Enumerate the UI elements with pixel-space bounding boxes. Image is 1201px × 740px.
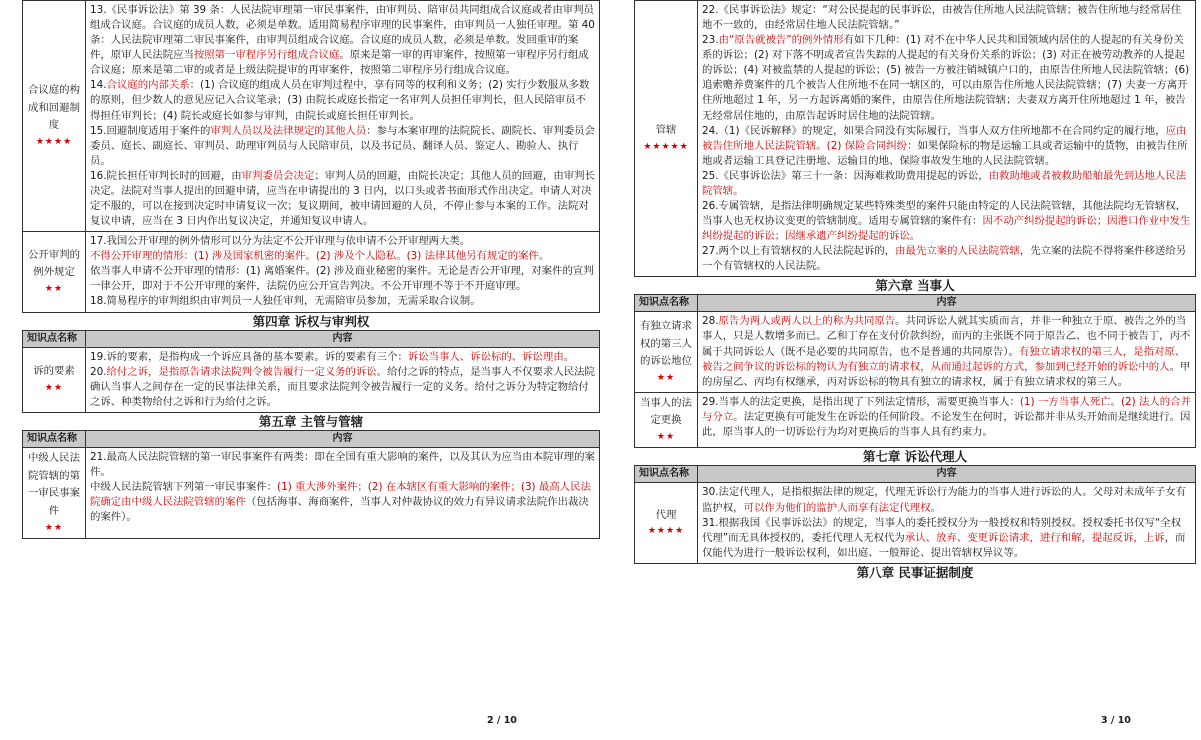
- knowledge-point-label: 有独立请求权的第三人的诉讼地位: [640, 319, 692, 368]
- content-paragraph: [702, 124, 1191, 169]
- importance-stars-icon: ★★: [44, 283, 64, 294]
- highlighted-text: (1) 重大涉外案件；(2) 在本辖区有重大影响的案件；(3) 最高人民法院确定由中级人民法院管辖的案件: [90, 481, 591, 509]
- highlighted-text: 审判委员会决定: [241, 169, 315, 182]
- table-row: [23, 1, 600, 232]
- highlighted-text: 审判人员以及法律规定的其他人员: [210, 124, 367, 137]
- chapter-6-title: 第六章 当事人: [875, 278, 955, 294]
- content-paragraph: [702, 3, 1191, 33]
- page-3: [634, 0, 1196, 740]
- column-header-name: 知识点名称: [635, 295, 698, 312]
- knowledge-point-name: [635, 312, 698, 392]
- body-text: 。原来是第一审的再审案件，按照第一审程序另行组成合议庭；原来是第二审的或者是上级法院提审的再审案件，按照第二审程序另行组成合议庭。: [90, 49, 589, 77]
- highlighted-text: 承认、放弃、变更诉讼请求，进行和解，提起反诉，上诉: [904, 531, 1165, 544]
- knowledge-point-name: [635, 1, 698, 277]
- knowledge-point-label: 公开审判的例外规定: [28, 248, 80, 279]
- content-paragraph: [702, 314, 1191, 389]
- knowledge-table-chapter-7: [634, 465, 1196, 563]
- content-paragraph: [90, 450, 595, 480]
- highlighted-text: 由最先立案的人民法院管辖: [895, 245, 1020, 258]
- importance-stars-icon: ★★★★: [647, 526, 685, 537]
- knowledge-point-content: [86, 447, 600, 538]
- content-paragraph: [90, 480, 595, 525]
- content-paragraph: [90, 234, 595, 249]
- body-text: 。共同诉讼人就其实质而言，并非一种独立于原、被告之外的当事人，只是人数增多而已。乙和丁存在支付价款纠纷，而丙的主张既不同于原告乙、也不同于被告丁，丙不属于共同诉讼人（既不是必要的共同原告，也不是普通的共同原告）。: [702, 315, 1191, 358]
- importance-stars-icon: ★★: [44, 522, 64, 533]
- knowledge-point-content: [698, 312, 1196, 392]
- knowledge-point-content: [698, 392, 1196, 448]
- knowledge-point-label: 管辖: [655, 124, 677, 137]
- content-paragraph: [90, 249, 595, 264]
- highlighted-text: 有独立请求权的第三人，是指对原、被告之间争议的诉讼标的物认为有独立的请求权，从而通过起诉的方式，参加到已经开始的诉讼中的人: [702, 345, 1186, 373]
- knowledge-point-content: [86, 347, 600, 412]
- knowledge-point-content: [698, 483, 1196, 563]
- highlighted-text: 不得公开审理的情形：(1) 涉及国家机密的案件。(2) 涉及个人隐私。(3) 法律其他另有规定的案件。: [90, 250, 550, 263]
- knowledge-point-name: [23, 1, 86, 232]
- content-paragraph: [90, 294, 595, 309]
- column-header-content: 内容: [86, 330, 600, 347]
- body-text: 14.: [90, 79, 107, 92]
- column-header-content: 内容: [698, 466, 1196, 483]
- knowledge-point-content: [86, 232, 600, 312]
- highlighted-text: 由救助地或者被救助船舶最先到达地人民法院管辖。: [702, 169, 1187, 197]
- content-paragraph: [702, 33, 1191, 123]
- knowledge-table-chapter-4: [22, 330, 600, 413]
- highlighted-text: 原告为两人或两人以上的称为共同原告: [718, 315, 896, 328]
- importance-stars-icon: ★★★★★: [643, 141, 689, 152]
- knowledge-point-content: [698, 1, 1196, 277]
- body-text: 23.: [702, 34, 719, 47]
- chapter-5-title: 第五章 主管与管辖: [258, 413, 364, 429]
- body-text: 24.（1)《民诉解释》的规定，如果合同没有实际履行，当事人双方住所地都不在合同约定的履行地，: [702, 124, 1166, 137]
- highlighted-text: 按照第一审程序另行组成合议庭: [193, 49, 340, 62]
- importance-stars-icon: ★★★★: [35, 136, 73, 147]
- body-text: ：参与本案审理的法院院长、副院长、审判委员会委员、庭长、副庭长、审判员、助理审判员与人民陪审员，以及书记员、翻译人员、鉴定人、勘验人、执行员。: [90, 124, 595, 167]
- body-text: 27.两个以上有管辖权的人民法院起诉的，: [702, 245, 896, 258]
- body-text: ，而仅能代为进行一般诉讼权利，如出庭、一般辩论、提出管辖权异议等。: [702, 531, 1186, 559]
- table-row: [635, 312, 1196, 392]
- highlighted-text: 由“原告就被告”的例外情形: [718, 34, 844, 47]
- body-text: 法定更换有可能发生在诉讼的任何阶段。不论发生在何时，诉讼都并非从头开始而是继续进行。因此，原当事人的一切诉讼行为均对更换后的当事人具有约束力。: [702, 410, 1191, 438]
- highlighted-text: 可以作为他们的监护人而享有法定代理权。: [743, 501, 941, 514]
- knowledge-point-name: [23, 447, 86, 538]
- body-text: 13.《民事诉讼法》第 39 条：人民法院审理第一审民事案件，由审判员、陪审员共同组成合议庭或者由审判员组成合议庭。合议庭的成员人数，必须是单数。适用简易程序审理的民事案件，由审判员一人独任审理。第 40 条：人民法院审理第二审民事案件，由审判员组成合议庭。合议庭的成员人数，必须是单数。发回重审的案件，原审人民法院应当: [90, 4, 595, 62]
- content-paragraph: [702, 169, 1191, 199]
- importance-stars-icon: ★★: [656, 372, 676, 383]
- body-text: （包括海事、海商案件，当事人对仲裁协议的效力有异议请求法院作出裁决的案件）。: [90, 496, 589, 524]
- body-text: 30.法定代理人，是指根据法律的规定，代理无诉讼行为能力的当事人进行诉讼的人。父母对未成年子女有监护权，: [702, 486, 1187, 514]
- body-text: 19.诉的要素，是指构成一个诉应具备的基本要素。诉的要素有三个：: [90, 350, 408, 363]
- table-row: [635, 1, 1196, 277]
- column-header-content: 内容: [86, 430, 600, 447]
- body-text: ：(1) 合议庭的组成人员在审判过程中，享有同等的权利和义务；(2) 实行少数服从多数的原则，但少数人的意见应记入合议笔录；(3) 由院长或庭长指定一名审判人员担任审判长，但人民陪审员不得担任审判长；(4) 院长或庭长如参与审判，由院长或庭长担任审判长。: [90, 79, 590, 122]
- highlighted-text: 因不动产纠纷提起的诉讼；因港口作业中发生纠纷提起的诉讼；因继承遗产纠纷提起的诉讼。: [702, 215, 1191, 243]
- column-header-content: 内容: [698, 295, 1196, 312]
- chapter-4-title: 第四章 诉权与审判权: [252, 313, 370, 329]
- highlighted-text: 诉讼当事人、诉讼标的、诉讼理由。: [407, 350, 575, 363]
- body-text: ，先立案的法院不得将案件移送给另一个有管辖权的人民法院。: [702, 245, 1187, 273]
- body-text: 28.: [702, 315, 719, 328]
- body-text: 15.回避制度适用于案件的: [90, 124, 211, 137]
- knowledge-table-top-right: [634, 0, 1196, 277]
- body-text: 给付之诉的特点，是当事人不仅要求人民法院确认当事人之间存在一定的民事法律关系，而且要求法院判令被告履行一定的义务。给付之诉分为特定物给付之诉、种类物给付之诉和行为给付之诉。: [90, 365, 595, 408]
- page-number: 2 / 10: [487, 715, 517, 727]
- content-paragraph: [90, 3, 595, 78]
- content-paragraph: [90, 78, 595, 123]
- knowledge-table-chapter-5: [22, 430, 600, 539]
- content-paragraph: [702, 485, 1191, 515]
- content-paragraph: [702, 516, 1191, 561]
- chapter-8-title: 第八章 民事证据制度: [856, 564, 974, 580]
- content-paragraph: [90, 169, 595, 229]
- knowledge-point-content: [86, 1, 600, 232]
- knowledge-table-chapter-6: [634, 294, 1196, 448]
- content-paragraph: [90, 365, 595, 410]
- body-text: ；审判人员的回避，由院长决定；其他人员的回避，由审判长决定。法院对当事人提出的回避申请，应当在申请提出的 3 日内，以口头或者书面形式作出决定。申请人对决定不服的，可以在接到决定时申请复议一次；复议期间，被申请回避的人员，不停止参与本案的工作。法院对复议申请，应当在 3 日内作出复议决定，并通知复议申请人。: [90, 169, 595, 228]
- body-text: ：如果保险标的物是运输工具或者运输中的货物，由被告住所地或者运输工具登记注册地、运输目的地、保险事故发生地的人民法院管辖。: [702, 139, 1188, 167]
- highlighted-text: 合议庭的内部关系: [106, 79, 190, 92]
- knowledge-point-name: [635, 392, 698, 448]
- body-text: 中级人民法院管辖下列第一审民事案件：: [90, 481, 278, 494]
- knowledge-point-label: 合议庭的构成和回避制度: [28, 83, 80, 132]
- highlighted-text: 应由被告住所地人民法院管辖。(2) 保险合同纠纷: [702, 124, 1187, 152]
- content-paragraph: [702, 244, 1191, 274]
- content-paragraph: [90, 264, 595, 294]
- knowledge-point-name: [635, 483, 698, 563]
- body-text: 22.《民事诉讼法》规定：“对公民提起的民事诉讼，由被告住所地人民法院管辖；被告住所地与经常居住地不一致的，由经常居住地人民法院管辖。”: [702, 4, 1182, 32]
- body-text: 31.根据我国《民事诉讼法》的规定，当事人的委托授权分为一般授权和特别授权。授权委托书仅写“全权代理”而无具体授权的，委托代理人无权代为: [702, 516, 1182, 544]
- content-paragraph: [702, 199, 1191, 244]
- page-2: [22, 0, 600, 740]
- knowledge-point-label: 中级人民法院管辖的第一审民事案件: [28, 451, 80, 517]
- table-row: [635, 392, 1196, 448]
- table-row: [23, 447, 600, 538]
- content-paragraph: [702, 395, 1191, 440]
- importance-stars-icon: ★★: [656, 432, 676, 443]
- body-text: 16.院长担任审判长时的回避，由: [90, 169, 242, 182]
- body-text: 20.: [90, 365, 107, 378]
- column-header-name: 知识点名称: [635, 466, 698, 483]
- body-text: 26.专属管辖，是指法律明确规定某些特殊类型的案件只能由特定的人民法院管辖，其他法院均无管辖权，当事人也无权协议变更的管辖制度。适用专属管辖的案件有：: [702, 200, 1187, 228]
- page-number: 3 / 10: [1101, 715, 1131, 727]
- body-text: 21.最高人民法院管辖的第一审民事案件有两类：即在全国有重大影响的案件，以及其认为应当由本院审理的案件。: [90, 450, 595, 478]
- importance-stars-icon: ★★: [44, 382, 64, 393]
- table-row: [23, 347, 600, 412]
- column-header-name: 知识点名称: [23, 330, 86, 347]
- knowledge-point-label: 当事人的法定更换: [640, 396, 692, 427]
- body-text: 依当事人申请不公开审理的情形：(1) 离婚案件。(2) 涉及商业秘密的案件。无论是否公开审理，对案件的宣判一律公开，即对于不公开审理的案件，法院仍应公开宣告判决。不公开审理不等于不开庭审理。: [90, 265, 594, 293]
- body-text: 。甲的房屋乙、丙均有权继承，丙对诉讼标的物具有独立的请求权，属于有独立请求权的第三人。: [702, 360, 1191, 388]
- body-text: 29.当事人的法定更换，是指出现了下列法定情形，需要更换当事人：: [702, 395, 1020, 408]
- knowledge-point-label: 诉的要素: [33, 365, 75, 378]
- chapter-7-title: 第七章 诉讼代理人: [862, 449, 968, 465]
- body-text: 有如下几种：(1) 对不在中华人民共和国领域内居住的人提起的有关身份关系的诉讼；(2) 对下落不明或者宣告失踪的人提起的有关身份关系的诉讼；(3) 对正在被劳动教养的人提起的诉讼；(4) 对被监禁的人提起的诉讼；(5) 被告一方被注销城镇户口的，由原告住所地人民法院管辖；(6) 追索赡养费案件的几个被告人住所地不在同一辖区的，可以由原告住所地人民法院管辖；(7) 夫妻一方离开住所地超过 1 年，另一方起诉离婚的案件，由原告住所地法院管辖；夫妻双方离开住所地超过 1 年，被告无经常居住地的，由原告起诉时居住地的法院管辖。: [702, 34, 1190, 122]
- knowledge-point-name: [23, 347, 86, 412]
- table-row: [23, 232, 600, 312]
- knowledge-point-label: 代理: [655, 508, 677, 521]
- body-text: 25.《民事诉讼法》第三十一条：因海难救助费用提起的诉讼，: [702, 169, 989, 182]
- column-header-name: 知识点名称: [23, 430, 86, 447]
- body-text: 17.我国公开审理的例外情形可以分为法定不公开审理与依申请不公开审理两大类。: [90, 235, 471, 248]
- content-paragraph: [90, 124, 595, 169]
- body-text: 18.简易程序的审判组织由审判员一人独任审判，无需陪审员参加，无需采取合议制。: [90, 295, 481, 308]
- highlighted-text: (1) 一方当事人死亡。(2) 法人的合并与分立。: [702, 395, 1191, 423]
- highlighted-text: 给付之诉，是指原告请求法院判令被告履行一定义务的诉讼。: [106, 365, 388, 378]
- knowledge-table-top-left: [22, 0, 600, 313]
- content-paragraph: [90, 350, 595, 365]
- table-row: [635, 483, 1196, 563]
- knowledge-point-name: [23, 232, 86, 312]
